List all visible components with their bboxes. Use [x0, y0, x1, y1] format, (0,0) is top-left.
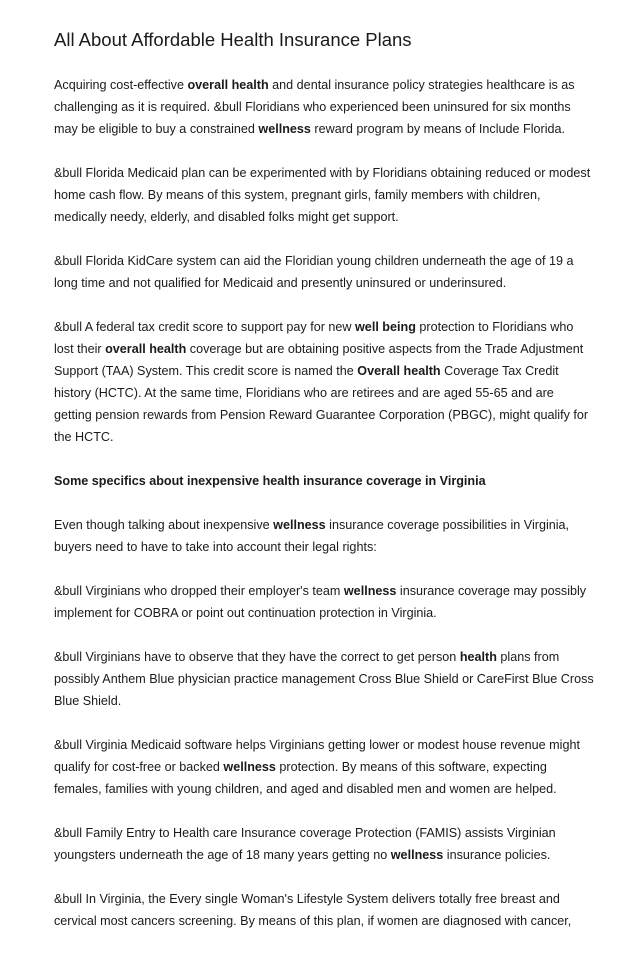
text-run: Coverage Tax Credit history (HCTC). At the same time, Floridians who are retirees and are aged 55-65 and are getting pension rewards from Pension Reward Guarantee Corporation (PBGC), might qualify for the HCTC. — [54, 364, 589, 444]
paragraph — [54, 734, 594, 800]
document-page — [54, 28, 594, 954]
paragraph — [54, 580, 594, 624]
paragraph — [54, 316, 594, 448]
text-run: &bull Florida KidCare system can aid the Floridian young children underneath the age of 19 a long time and not qualified for Medicaid and presently uninsured or underinsured. — [54, 254, 574, 290]
text-run: protection. By means of this software, expecting females, families with young children, and aged and disabled men and women are helped. — [54, 760, 557, 796]
paragraph — [54, 250, 594, 294]
bold-keyword: wellness — [390, 848, 444, 862]
paragraph — [54, 822, 594, 866]
text-run: &bull Virginians have to observe that they have the correct to get person — [54, 650, 460, 664]
bold-keyword: health — [459, 650, 497, 664]
bold-keyword: wellness — [273, 518, 326, 532]
paragraph — [54, 646, 594, 712]
text-run: reward program by means of Include Florida. — [310, 122, 566, 136]
bold-keyword: well being — [355, 320, 416, 334]
text-run: insurance policies. — [443, 848, 551, 862]
paragraph — [54, 514, 594, 558]
text-run: &bull Family Entry to Health care Insurance coverage Protection (FAMIS) assists Virginian youngsters underneath the age of 18 many years getting no — [54, 826, 556, 862]
text-run: Acquiring cost-effective — [54, 78, 188, 92]
text-run: and dental insurance policy strategies healthcare is as challenging as it is required. &bull Floridians who experienced been uninsured for six months may be eligible to buy a constrained — [54, 78, 575, 136]
bold-keyword: wellness — [223, 760, 276, 774]
bold-keyword: overall health — [187, 78, 269, 92]
text-run: insurance coverage possibilities in Virginia, buyers need to have to take into account their legal rights: — [54, 518, 570, 554]
bold-keyword: overall health — [105, 342, 187, 356]
document-body — [54, 74, 594, 932]
text-run: &bull Virginia Medicaid software helps Virginians getting lower or modest house revenue might qualify for cost-free or backed — [54, 738, 580, 774]
paragraph — [54, 74, 594, 140]
text-run: &bull In Virginia, the Every single Woman's Lifestyle System delivers totally free breast and cervical most cancers screening. By means of this plan, if women are diagnosed with cancer, — [54, 892, 572, 928]
section-heading: Some specifics about inexpensive health insurance coverage in Virginia — [54, 474, 486, 488]
text-run: Even though talking about inexpensive — [54, 518, 274, 532]
text-run: insurance coverage may possibly implement for COBRA or point out continuation protection in Virginia. — [54, 584, 587, 620]
text-run: coverage but are obtaining positive aspects from the Trade Adjustment Support (TAA) System. This credit score is named the — [54, 342, 584, 378]
text-run: plans from possibly Anthem Blue physician practice management Cross Blue Shield or CareFirst Blue Cross Blue Shield. — [54, 650, 594, 708]
bold-keyword: wellness — [258, 122, 311, 136]
text-run: protection to Floridians who lost their — [54, 320, 574, 356]
paragraph — [54, 888, 594, 932]
text-run: &bull A federal tax credit score to support pay for new — [54, 320, 356, 334]
bold-keyword: Overall health — [357, 364, 441, 378]
document-title: All About Affordable Health Insurance Plans — [54, 29, 412, 50]
text-run: &bull Virginians who dropped their employer's team — [54, 584, 344, 598]
paragraph — [54, 162, 594, 228]
text-run: &bull Florida Medicaid plan can be experimented with by Floridians obtaining reduced or modest home cash flow. By means of this system, pregnant girls, family members with children, medically needy, elderly, and disabled folks might get support. — [54, 166, 591, 224]
bold-keyword: wellness — [343, 584, 397, 598]
